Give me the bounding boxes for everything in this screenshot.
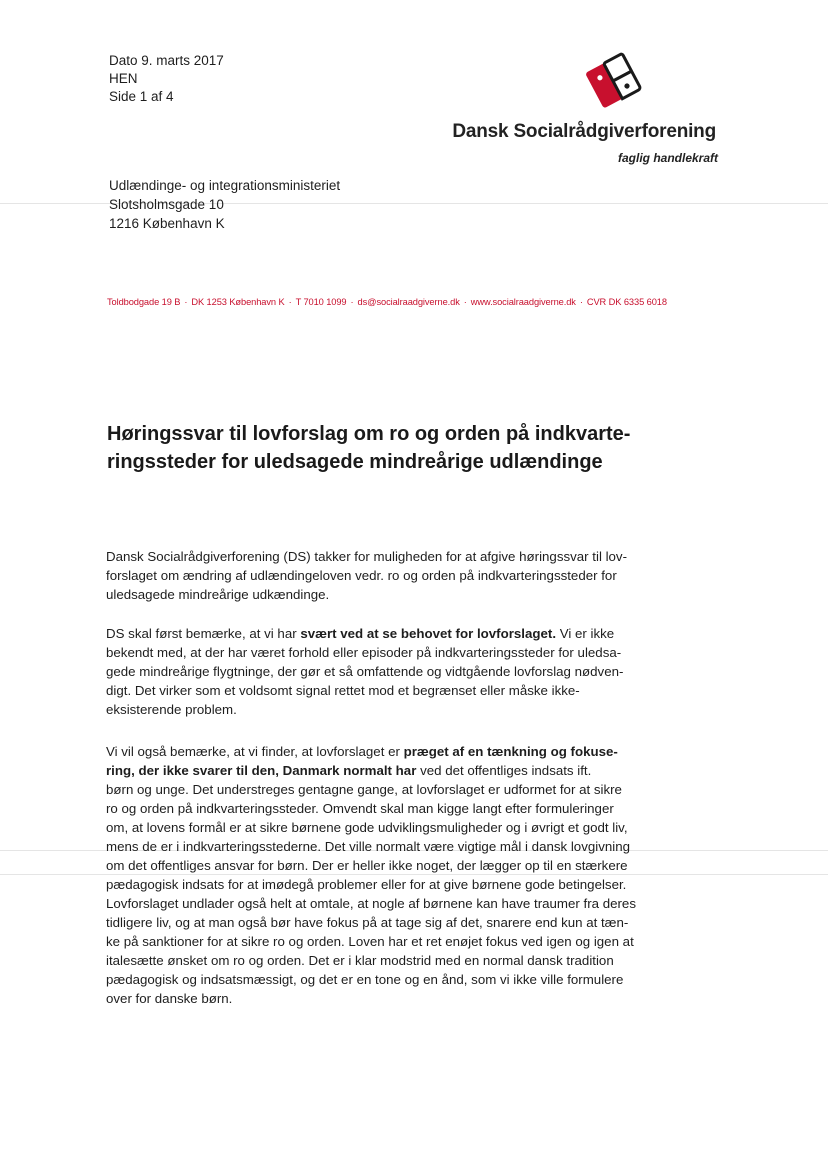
text-run: DS skal først bemærke, at vi har — [106, 626, 301, 641]
contact-postal: DK 1253 København K — [191, 297, 285, 307]
title-line: Høringssvar til lovforslag om ro og orden på indkvarte- — [107, 423, 631, 445]
contact-line — [107, 297, 667, 307]
paragraph-need — [106, 624, 623, 719]
text-line: digt. Det virker som et voldsomt signal rettet mod et begrænset eller måske ikke- — [106, 683, 580, 698]
separator: · — [579, 297, 583, 307]
text-line: pædagogisk og indsatsmæssigt, og det er en tone og en ånd, som vi ikke ville formulere — [106, 972, 624, 987]
text-line: ke på sanktioner for at sikre ro og orden. Loven har et ret enøjet fokus ved igen og igen at — [106, 934, 634, 949]
text-line: pædagogisk indsats for at imødegå problemer eller for at give børnene gode betingelser. — [106, 877, 627, 892]
contact-cvr: CVR DK 6335 6018 — [586, 297, 667, 307]
contact-address: Toldbodgade 19 B — [107, 297, 181, 307]
text-line — [106, 624, 623, 643]
page-number: Side 1 af 4 — [109, 89, 174, 104]
emphasis-text: ring, der ikke svarer til den, Danmark normalt har — [106, 763, 417, 778]
document-title — [107, 420, 707, 476]
separator: · — [288, 297, 292, 307]
title-line: ringssteder for uledsagede mindreårige udlændinge — [107, 451, 603, 473]
text-line: ro og orden på indkvarteringssteder. Omvendt skal man kigge langt efter formuleringer — [106, 801, 614, 816]
text-line: Dansk Socialrådgiverforening (DS) takker for muligheden for at afgive høringssvar til lov- — [106, 549, 628, 564]
ds-logo-icon — [583, 52, 643, 110]
text-line: forslaget om ændring af udlændingeloven vedr. ro og orden på indkvarteringssteder for — [106, 568, 617, 583]
text-line: eksisterende problem. — [106, 702, 237, 717]
organization-tagline: faglig handlekraft — [617, 151, 718, 165]
text-run: Vi vil også bemærke, at vi finder, at lovforslaget er — [106, 744, 404, 759]
emphasis-text: svært ved at se behovet for lovforslaget. — [300, 626, 557, 641]
recipient-street: Slotsholmsgade 10 — [109, 197, 224, 212]
text-line — [106, 761, 636, 780]
organization-name: Dansk Socialrådgiverforening — [452, 121, 716, 142]
reference-line: HEN — [109, 71, 138, 86]
letter-meta — [109, 52, 224, 106]
separator: · — [463, 297, 467, 307]
recipient-name: Udlændinge- og integrationsministeriet — [109, 178, 341, 193]
text-line: tidligere liv, og at man også bør have fokus på at tage sig af det, snarere end kun at tæn- — [106, 915, 629, 930]
text-run: Vi er ikke — [556, 626, 615, 641]
contact-email: ds@socialraadgiverne.dk — [357, 297, 460, 307]
text-line: om det offentliges ansvar for børn. Der er heller ikke noget, der lægger op til en stærkere — [106, 858, 628, 873]
recipient-city: 1216 København K — [109, 216, 225, 231]
contact-phone: T 7010 1099 — [295, 297, 347, 307]
text-line: italesætte ønsket om ro og orden. Det er i klar modstrid med en normal dansk tradition — [106, 953, 614, 968]
text-line: gede mindreårige flygtninge, der gør et så omfattende og vidtgående lovforslag nødven- — [106, 664, 624, 679]
text-line: børn og unge. Det understreges gentagne gange, at lovforslaget er udformet for at sikre — [106, 782, 622, 797]
paragraph-intro — [106, 547, 627, 604]
recipient-address — [109, 176, 340, 233]
text-line: om, at lovens formål er at sikre børnene gode udviklingsmuligheder og i øvrigt et godt liv, — [106, 820, 628, 835]
emphasis-text: præget af en tænkning og fokuse- — [403, 744, 618, 759]
text-line: mens de er i indkvarteringsstederne. Det ville normalt være vigtige mål i dansk lovgivning — [106, 839, 630, 854]
text-line — [106, 742, 636, 761]
text-line: over for danske børn. — [106, 991, 233, 1006]
separator: · — [184, 297, 188, 307]
text-line: uledsagede mindreårige udkændinge. — [106, 587, 330, 602]
date-line: Dato 9. marts 2017 — [109, 53, 224, 68]
separator: · — [350, 297, 354, 307]
text-line: Lovforslaget undlader også helt at omtale, at nogle af børnene kan have traumer fra deres — [106, 896, 636, 911]
text-run: ved det offentliges indsats ift. — [416, 763, 592, 778]
text-line: bekendt med, at der har været forhold eller episoder på indkvarteringssteder for uledsa- — [106, 645, 622, 660]
contact-website: www.socialraadgiverne.dk — [470, 297, 576, 307]
paragraph-focus — [106, 742, 636, 1008]
